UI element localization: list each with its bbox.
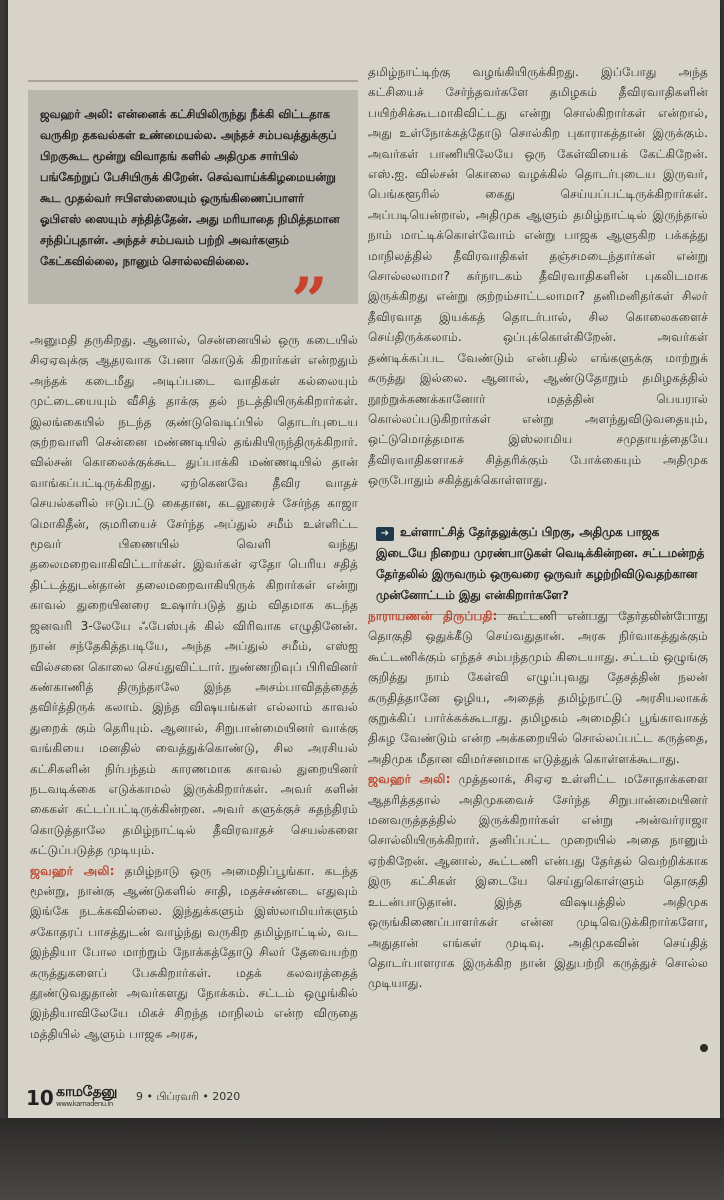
interview-question xyxy=(376,522,708,615)
background-surface xyxy=(0,1118,724,1200)
quote-mark-icon: ” xyxy=(291,264,328,339)
pull-quote-text xyxy=(40,104,342,272)
left-paragraph-2-body: தமிழ்நாடு ஒரு அமைதிப்பூங்கா. கடந்த மூன்று, நான்கு ஆண்டுகளில் சாதி, மதச்சண்டை எதுவும் இங்கே நடக்கவில்லை. இந்துக்களும் இஸ்லாமியர்களும் சகோதரப் பாசத்துடன் வாழ்ந்து வருகிற தமிழ்நாட்டில், வட இந்தியா போல மாற்றும் நோக்கத்தோடு சிலர் தேவையற்ற கருத்துகளைப் பேசுகிறார்கள். மதக் கலவரத்தைத் தூண்டுவதுதான் அவர்களது நோக்கம். சட்டம் ஒழுங்கில் இந்தியாவிலேயே மிகச் சிறந்த மாநிலம் என்ற விருதை மத்தியில் ஆளும் பாஜக அரசு, xyxy=(30,863,358,1041)
page-number: 10 xyxy=(26,1086,54,1110)
question-arrow-icon: ➜ xyxy=(376,527,394,541)
pull-quote-body: என்னைக் கட்சியிலிருந்து நீக்கி விட்டதாக வருகிற தகவல்கள் உண்மையல்ல. அந்தச் சம்பவத்துக்குப் பிறகுகூட மூன்று விவாதங் களில் அதிமுக சார்பில் பங்கேற்றுப் பேசியிருக் கிறேன். செவ்வாய்க்கிழமையன்று கூட முதல்வர் ஈபிஎஸ்ஸையும் ஒருங்கிணைப்பாளர் ஓபிஎஸ் ஸையும் சந்தித்தேன். அது மரியாதை நிமித்தமான சந்திப்புதான். அந்தச் சம்பவம் பற்றி அவர்களும் கேட்கவில்லை, நானும் சொல்லவில்லை. xyxy=(40,107,340,268)
page-footer xyxy=(26,1086,706,1116)
left-paragraph-1: அனுமதி தருகிறது. ஆனால், சென்னையில் ஒரு கடையில் சிஏஏவுக்கு ஆதரவாக பேனா கொடுக் கிறார்கள் என்றதும் அந்தக் கடைமீது அடிப்படை வாதிகள் கல்லையும் முட்டையையும் வீசித் தாக்கு தல் நடத்தியிருக்கிறார்கள். இலங்கையில் நடந்த குண்டுவெடிப்பில் தொடர்புடைய குற்றவாளி சென்னை மண்ணடியில் தங்கியிருந்திருக்கிறார். வில்சன் கொலைக்குக்கூட துப்பாக்கி மண்ணடியில் தான் வாங்கப்பட்டிருக்கிறது. ஏற்கெனவே தீவிர வாதச் செயல்களில் ஈடுபட்டு கைதான, கடலூரைச் சேர்ந்த காஜா மொகிதீன், குமரியைச் சேர்ந்த அப்துல் சமீம் உள்ளிட்ட மூவர் பிணையில் வெளி வந்து தலைமறைவாகிவிட்டார்கள். இவர்கள் ஏதோ பெரிய சதித் திட்டத்துடன்தான் தலைமறைவாகியிருக் கிறார்கள் என்று காவல் துறையினரை உஷார்படுத் தும் விதமாக கடந்த ஜனவரி 3-லேயே ஃபேஸ்புக் கில் விரிவாக எழுதினேன். நான் சந்தேகித்தபடியே, அந்த அப்துல் சமீம், எஸ்ஐ வில்சனை கொலை செய்துவிட்டார். நுண்ணறிவுப் பிரிவினர் கண்காணித் திருந்தாலே இந்த அசம்பாவிதத்தைத் தவிர்த்திருக் கலாம். இந்த விஷயங்கள் எல்லாம் காவல் துறைக் கும் தெரியும். ஆனால், சிறுபான்மையினர் வாக்கு வங்கியை மனதில் வைத்துக்கொண்டு, சில அரசியல் கட்சிகளின் நிர்பந்தம் காரணமாக காவல் துறையினர் நடவடிக்கை எடுக்காமல் இருக்கிறார்கள். அவர் களின் கைகள் கட்டப்பட்டிருக்கின்றன. அவர் களுக்குச் சுதந்திரம் கொடுத்தாலே தமிழ்நாட்டில் தீவிரவாதச் செயல்களை கட்டுப்படுத்த முடியும். xyxy=(30,333,358,858)
right-column xyxy=(368,62,708,514)
right-paragraph-2-body: கூட்டணி என்பது தேர்தலின்போது தொகுதி ஒதுக்கீடு செய்வதுதான். அரசு நிர்வாகத்துக்கும் கூட்டணிக்கும் எந்தச் சம்பந்தமும் கிடையாது. சட்டம் ஒழுங்கு குறித்து நாம் கேள்வி எழுப்புவது தேசத்தின் நலன் கருதித்தானே ஒழிய, அதைத் தமிழ்நாட்டு அரசியலாகக் குறுக்கிப் பார்க்கக்கூடாது. தமிழகம் அமைதிப் பூங்காவாகத் திகழ வேண்டும் என்ற அக்கறையில் சொல்லப்பட்ட கருத்தை, அதிமுக மீதான விமர்சனமாக எடுத்துக் கொள்ளக்கூடாது. xyxy=(368,609,708,766)
speaker-jawahar-ali-2: ஜவஹர் அலி: xyxy=(368,772,451,787)
issue-date: 9 • பிப்ரவரி • 2020 xyxy=(136,1090,241,1103)
left-paragraph-2 xyxy=(30,861,358,1045)
right-paragraph-2 xyxy=(368,606,708,769)
logo-url: www.kamadenu.in xyxy=(56,1100,113,1108)
question-text: உள்ளாட்சித் தேர்தலுக்குப் பிறகு, அதிமுக பாஜக இடையே நிறைய முரண்பாடுகள் வெடிக்கின்றன. சட்டமன்றத் தேர்தலில் இருவரும் ஒருவரை ஒருவர் கழற்றிவிடுவதற்கான முன்னோட்டம் இது என்கிறார்களே? xyxy=(376,525,705,602)
right-paragraph-3-body: முத்தலாக், சிஏஏ உள்ளிட்ட மசோதாக்களை ஆதரித்ததால் அதிமுகவைச் சேர்ந்த சிறுபான்மையினர் மனவருத்தத்தில் இருக்கிறார்கள் என்று அன்வர்ராஜா சொல்லியிருக்கிறார். தனிப்பட்ட முறையில் அதை நானும் ஏற்கிறேன். ஆனால், கூட்டணி என்பது தேர்தல் வெற்றிக்காக இரு கட்சிகள் இடையே செய்துகொள்ளும் தொகுதி உடன்பாடுதான். இந்த விஷயத்தில் அதிமுக ஒருங்கிணைப்பாளர்கள் என்ன முடிவெடுக்கிறார்களோ, அதுதான் எங்கள் முடிவு. அதிமுகவின் செய்தித் தொடர்பாளராக இருக்கிற நான் இதுபற்றி கருத்துச் சொல்ல முடியாது. xyxy=(368,772,709,991)
right-column-answers xyxy=(368,606,708,994)
speaker-narayanan-tirupathy: நாராயணன் திருப்பதி: xyxy=(368,609,498,623)
magazine-page xyxy=(8,0,720,1118)
end-mark-icon xyxy=(700,1044,708,1052)
logo-text: காமதேனு xyxy=(56,1084,117,1100)
speaker-jawahar-ali: ஜவஹர் அலி: xyxy=(30,863,115,878)
top-rule xyxy=(28,80,358,82)
pull-quote-speaker: ஜவஹர் அலி: xyxy=(40,107,114,121)
left-column xyxy=(30,330,358,1044)
right-paragraph-3 xyxy=(368,769,708,993)
right-paragraph-1: தமிழ்நாட்டிற்கு வழங்கியிருக்கிறது. இப்போது அந்த கட்சியைச் சேர்ந்தவர்களே தமிழகம் தீவிரவாதிகளின் பயிற்சிக்கூடமாகிவிட்டது என்று சொல்கிறார்கள் என்றால், அது உள்நோக்கத்தோடு சொல்கிற புகாராகத்தான் இருக்கும். அவர்கள் பாணியிலேயே ஒரு கேள்வியைக் கேட்கிறேன். எஸ்.ஐ. வில்சன் கொலை வழக்கில் தொடர்புடைய இருவர், பெங்களூரில் கைது செய்யப்பட்டிருக்கிறார்கள். அப்படியென்றால், அதிமுக ஆளும் தமிழ்நாட்டில் இருந்தால் நாம் மாட்டிக்கொள்வோம் என்று பாஜக ஆளுகிற பக்கத்து மாநிலத்தில் தீவிரவாதிகள் தஞ்சமடைந்தார்கள் என்று சொல்லலாமா? கர்நாடகம் தீவிரவாதிகளின் புகலிடமாக இருக்கிறது என்று குற்றம்சாட்டலாமா? தனிமனிதர்கள் சிலர் தீவிரவாத இயக்கத் தொடர்பால், சில கொலைகளைச் செய்திருக்கலாம். ஒப்புக்கொள்கிறேன். அவர்கள் தண்டிக்கப்பட வேண்டும் என்பதில் எங்களுக்கு மாற்றுக் கருத்து இல்லை. ஆனால், ஆண்டுதோறும் தமிழகத்தில் நூற்றுக்கணக்கானோர் மதத்தின் பெயரால் கொல்லப்படுகிறார்கள் என்று அளந்துவிடுவதையும், ஒட்டுமொத்தமாக இஸ்லாமிய சமுதாயத்தையே தீவிரவாதிகளாகச் சித்தரிக்கும் போக்கையும் அதிமுக ஒருபோதும் சகித்துக்கொள்ளாது. xyxy=(368,65,708,488)
magazine-logo xyxy=(56,1084,126,1112)
